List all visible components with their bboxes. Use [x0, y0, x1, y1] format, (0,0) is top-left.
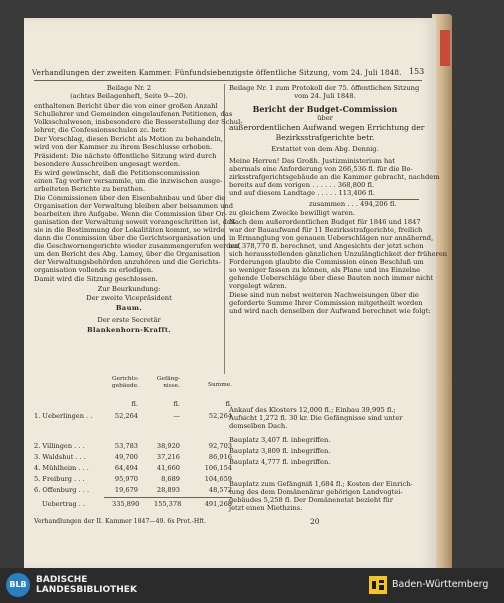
table-cell: 335,890	[112, 500, 140, 508]
attestation-line: Der erste Secretär	[97, 316, 161, 324]
left-line: sie in die Bestimmung der Lokalitäten kommt, so würde	[34, 226, 225, 234]
table-cell: 64,494	[114, 464, 138, 472]
table-cell: 28,893	[156, 486, 180, 494]
table-cell: 491,268	[204, 500, 232, 508]
right-line: vom 24. Juli 1848.	[294, 92, 356, 100]
right-line: zusammen . . . 494,206 fl.	[309, 200, 397, 208]
table-cell-name: 4. Mühlheim . . .	[34, 464, 89, 472]
right-line: geforderte Summe Ihrer Commission mitgetheilt worden	[229, 299, 423, 307]
table-cell: 37,216	[156, 453, 180, 461]
report-title: Bericht der Budget-Commission	[252, 104, 398, 114]
note-line: Bauplatz 3,407 fl. inbegriffen.	[229, 436, 331, 444]
header-rule	[34, 80, 422, 81]
right-line: und auf diesem Landtage . . . . . 113,406 fl.	[229, 189, 375, 197]
left-line: ganisation der Verwaltung soweit vorangeschritten ist, daß	[34, 218, 236, 226]
table-cell-name: 6. Offenburg . . .	[34, 486, 90, 494]
report-subject: außerordentlichen Aufwand wegen Errichtung der	[229, 123, 425, 132]
table-cell: 49,700	[114, 453, 138, 461]
table-cell: 38,920	[156, 442, 180, 450]
note-line: demselben Dach.	[229, 422, 288, 430]
right-line: Beilage Nr. 1 zum Protokoll der 75. öffentlichen Sitzung	[229, 84, 420, 92]
report-subject: Bezirksstrafgerichte betr.	[275, 133, 375, 142]
bookmark-tab	[440, 30, 450, 66]
document-page	[24, 18, 448, 570]
note-line: Ankauf des Klosters 12,000 fl.; Einbau 39,995 fl.;	[229, 406, 396, 414]
left-line: Volksschulwesen, insbesondere die Besserstellung der Schul-	[34, 118, 243, 126]
left-line: einen Tag vorher versammle, um die inzwischen ausge-	[34, 177, 223, 185]
left-line: dann die Commission über die Gerichtsorganisation und	[34, 234, 226, 242]
table-cell: 104,659	[204, 475, 232, 483]
table-row	[34, 412, 232, 424]
library-name-line: LANDESBIBLIOTHEK	[36, 585, 137, 595]
right-line: zirksstrafgerichtsgebäude an die Kammer gebracht, nachdem	[229, 173, 440, 181]
table-unit: fl.	[173, 400, 180, 408]
note-line: tung des dem Domänenärar gehörigen Landvogtei-	[229, 488, 403, 496]
library-name-line: BADISCHE	[36, 575, 88, 585]
right-line: und wird nach denselben der Aufwand berechnet wie folgt:	[229, 307, 431, 315]
table-cell: 155,378	[154, 500, 182, 508]
right-line: zu gleichem Zwecke bewilligt waren.	[229, 209, 356, 217]
sheet-number: 20	[310, 517, 320, 526]
note-line: Bauplatz 4,777 fl. inbegriffen.	[229, 458, 331, 466]
left-line: besondere Ausschreiben angesagt werden.	[34, 160, 181, 168]
right-line: über	[317, 114, 333, 122]
table-cell-name: 3. Waldshut . . .	[34, 453, 86, 461]
blb-logo[interactable]: BLB	[6, 573, 30, 597]
table-cell: —	[173, 412, 180, 420]
right-line: abermals eine Anforderung von 266,536 fl. für die Be-	[229, 165, 413, 173]
left-line: bearbeiten ihre Aufgabe. Wenn die Commission über Or-	[34, 210, 227, 218]
right-line: bereits auf dem vorigen . . . . . . 368,800 fl.	[229, 181, 375, 189]
right-line: Diese sind nun nebst weiteren Nachweisungen über die	[229, 291, 419, 299]
table-cell-name: 1. Ueberlingen . .	[34, 412, 93, 420]
right-line: so weniger fassen zu können, als Plane und ins Einzelne	[229, 266, 421, 274]
attestation-signature: Blankenhorn-Krafft.	[86, 326, 172, 334]
left-line: lehrer, die Confessionsschulen zc. betr.	[34, 126, 167, 134]
library-name[interactable]	[36, 575, 137, 595]
table-cell: 19,679	[114, 486, 138, 494]
running-header: Verhandlungen der zweiten Kammer. Fünfundsiebenzigste öffentliche Sitzung, vom 24. Juli 1848.	[32, 68, 402, 77]
table-cell-name: 5. Freiburg . . .	[34, 475, 85, 483]
left-line: um den Bericht des Abg. Lamey, über die Organisation	[34, 250, 221, 258]
left-line: organisation vollends zu erledigen.	[34, 266, 154, 274]
right-line: in Ermanglung von genauen Ueberschlägen nur annähernd,	[229, 234, 434, 242]
table-cell-name: 2. Villingen . . .	[34, 442, 85, 450]
right-line: war der Bauaufwand für 11 Bezirksstrafgerichte, freilich	[229, 226, 423, 234]
left-line: der Verwaltungsbehörden anzuhören und die Gerichts-	[34, 258, 221, 266]
table-cell: 92,703	[208, 442, 232, 450]
left-line: Präsident: Die nächste öffentliche Sitzung wird durch	[34, 152, 217, 160]
table-total-row	[34, 500, 232, 512]
right-line: auf 378,770 fl. berechnet, und Angesichts der jetzt schon	[229, 242, 424, 250]
table-header: Gerichts-gebäude.	[112, 376, 140, 389]
table-header-row	[34, 376, 232, 396]
note-line: gebäudes 5,258 fl. Der Domänenetat bezieht für	[229, 496, 393, 504]
table-cell: 41,660	[156, 464, 180, 472]
left-line: enthaltenen Bericht über die von einer großen Anzahl	[34, 102, 218, 110]
table-unit: fl.	[131, 400, 138, 408]
left-line: Beilage Nr. 2	[106, 84, 152, 92]
attestation-signature: Baum.	[115, 304, 143, 312]
table-cell: 48,572	[208, 486, 232, 494]
table-header: Summe.	[208, 382, 232, 388]
left-line: arbeiteten Berichte zu berathen.	[34, 185, 146, 193]
table-cell: 52,264	[114, 412, 138, 420]
note-line: jetzt einen Miethzins.	[229, 504, 303, 512]
table-cell: 53,783	[114, 442, 138, 450]
table-unit: fl.	[225, 400, 232, 408]
left-line: Damit wird die Sitzung geschlossen.	[34, 275, 158, 283]
table-header: Gefäng-nisse.	[156, 376, 180, 389]
baden-wuerttemberg-emblem-icon	[368, 575, 388, 595]
table-cell: 8,689	[161, 475, 180, 483]
note-line: Bauplatz 3,809 fl. inbegriffen.	[229, 447, 331, 455]
table-cell-name: Uebertrag . .	[42, 500, 86, 508]
left-line: (achtes Beilagenheft, Seite 9—20).	[70, 92, 188, 100]
left-line: Der Vorschlag, diesen Bericht als Motion zu behandeln,	[34, 135, 223, 143]
left-line: die Geschwornengerichte wieder zusammengerufen werden,	[34, 242, 241, 250]
left-line: Die Commissionen über den Eisenbahnbau und über die	[34, 194, 226, 202]
right-line: vorgelegt wären.	[229, 282, 287, 290]
table-cell: 86,916	[208, 453, 232, 461]
table-units-row	[34, 400, 232, 412]
right-line: Meine Herren! Das Großh. Justizministerium hat	[229, 157, 395, 165]
note-line: Bauplatz zum Gefängniß 1,684 fl.; Kosten der Einrich-	[229, 480, 413, 488]
left-line: wird von der Kammer zu ihrem Beschlusse erhoben.	[34, 143, 213, 151]
page-number: 153	[409, 67, 425, 76]
right-line: gehende Ueberschläge über diese Bauten noch immer nicht	[229, 274, 434, 282]
left-line: Es wird gewünscht, daß die Petitionscommission	[34, 169, 200, 177]
right-line: sich herausstellenden gänzlichen Unzulänglichkeit der früheren	[229, 250, 448, 258]
table-cell: 95,970	[114, 475, 138, 483]
left-line: Organisation der Verwaltung bleiben aber beisammen und	[34, 202, 234, 210]
table-cell: 52,264	[208, 412, 232, 420]
right-line: Nach dem außerordentlichen Budget für 1846 und 1847	[229, 218, 421, 226]
attestation-line: Zur Beurkundung:	[97, 285, 161, 293]
right-line: Forderungen glaubte die Commission einen Beschluß um	[229, 258, 424, 266]
note-line: Aufsicht 1,272 fl. 30 kr. Die Gefängnisse sind unter	[229, 414, 403, 422]
table-total-rule	[104, 497, 232, 498]
library-footer-bar	[0, 568, 504, 603]
report-author: Erstattet von dem Abg. Dennig.	[271, 145, 379, 153]
attestation-line: Der zweite Vicepräsident	[86, 294, 172, 302]
footer-signature-line: Verhandlungen der II. Kammer 1847—49. 6s Prot.-Hft.	[34, 518, 207, 525]
table-cell: 106,154	[204, 464, 232, 472]
state-partner-name[interactable]: Baden-Württemberg	[392, 579, 489, 590]
left-line: Schullehrer und Gemeinden eingelaufenen Petitionen, das	[34, 110, 233, 118]
